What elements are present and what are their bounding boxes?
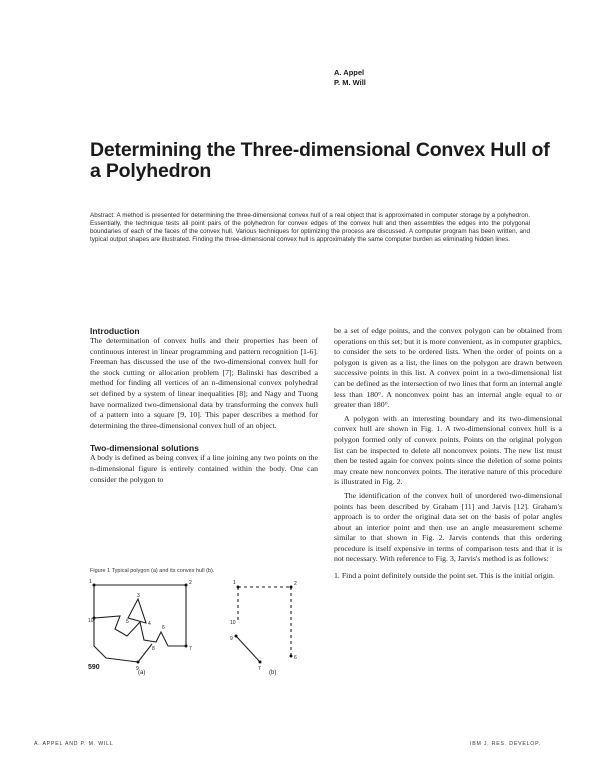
two-dim-heading: Two-dimensional solutions [90, 443, 199, 454]
list-item-number: 1. [334, 571, 340, 581]
vertex-dot [185, 645, 188, 648]
point-label: 2 [294, 581, 297, 587]
abstract [90, 212, 530, 244]
point-label: 1 [233, 580, 236, 586]
point-label: 1 [89, 579, 92, 585]
hull-edge-diag [236, 636, 260, 662]
page-number: 590 [88, 664, 100, 671]
vertex-dot [185, 584, 188, 587]
polygon-a-lower [94, 618, 152, 662]
two-dim-paragraph: A body is defined as being convex if a line joining any two points on the n-dimensional figure is entirely contained within the body. One can consider the polygon to [90, 453, 318, 484]
abstract-text: A method is presented for determining the three-dimensional convex hull of a real object that is approximated in computer storage by a polyhedron. Essentially, the technique tests all point pairs of the polyhedron for convex edges of the convex hull and then assembles the edges into the polygonal boundaries of each of the faces of the convex hull. Various techniques for optimizing the process are discussed. A computer program has been written, and typical output shapes are illustrated. Finding the three-dimensional convex hull is approximately the same computer burden as eliminating hidden lines. [90, 212, 530, 244]
point-label: 3 [137, 593, 140, 599]
paper-title: Determining the Three-dimensional Convex Hull of a Polyhedron [90, 139, 550, 182]
list-item-1 [334, 571, 562, 582]
author-1: A. Appel [334, 68, 365, 77]
vertex-dot [259, 661, 262, 664]
abstract-label: Abstract: [90, 212, 115, 219]
right-paragraph-2: A polygon with an interesting boundary and its two-dimensional convex hull are shown in Fig. 1. A two-dimensional convex hull is a polygon formed only of convex points. Points on the original polygon list can be inspected to delete all nonconvex points. The new list must then be tested again for convex points since the deletion of some points may create new nonconvex points. The iterative nature of this procedure is illustrated in Fig. 2. [334, 413, 562, 487]
point-label: 4 [148, 621, 151, 627]
figure-1 [86, 578, 318, 676]
point-label: 7 [258, 666, 261, 672]
authors [334, 68, 366, 88]
running-footer-right: IBM J. RES. DEVELOP. [470, 741, 541, 747]
vertex-dot [290, 655, 293, 658]
vertex-dot [290, 586, 293, 589]
point-label: 8 [152, 646, 155, 652]
right-column [334, 326, 562, 582]
right-paragraph-3: The identification of the convex hull of unordered two-dimensional points has been described by Graham [11] and Jarvis [12]. Graham's approach is to order the original data set on the basis of polar angles about an interior point and then use an angle measurement scheme similar to that shown in Fig. 2. Jarvis contends that this ordering procedure is itself expensive in terms of comparison tests and that it is not necessary. With reference to Fig. 3, Jarvis's method is as follows: [334, 490, 562, 564]
point-label: 9 [136, 666, 139, 672]
panel-label-a: (a) [138, 670, 146, 676]
right-paragraph-1: be a set of edge points, and the convex polygon can be obtained from operations on this set; but it is more convenient, as in computer graphics, to consider the sets to be ordered lists. When the order of points on a polygon is given as a list, the lines on the polygon are drawn between successive points in this list. A convex point in a two-dimensional list can be defined as the intersection of two lines that form an internal angle less than 180°. A nonconvex point has an internal angle equal to or greater than 180°. [334, 326, 562, 410]
vertex-dot [235, 635, 238, 638]
point-label: 7 [189, 646, 192, 652]
polygon-a [94, 585, 186, 646]
list-item-text: Find a point definitely outside the point set. This is the initial origin. [341, 571, 555, 581]
point-label: 10 [88, 618, 94, 624]
point-label: 6 [294, 655, 297, 661]
panel-label-b: (b) [269, 670, 277, 676]
left-column [90, 326, 318, 485]
point-label: 9 [230, 636, 233, 642]
figure-caption: Figure 1 Typical polygon (a) and its convex hull (b). [90, 568, 215, 574]
point-label: 2 [189, 580, 192, 586]
intro-paragraph: The determination of convex hulls and their properties has been of continuous interest in linear programming and pattern recognition [1-6]. Freeman has discussed the use of the two-dimensional convex hull for the stock cutting or allocation problem [7]; Balinski has described a method for finding all vertices of an n-dimensional convex polyhedral set defined by a system of linear inequalities [8]; and Nagy and Tuong have normalized two-dimensional data by transforming the convex hull of a pattern into a square [9, 10]. This paper describes a method for determining the three-dimensional convex hull of an object. [90, 336, 318, 430]
point-label: 5 [126, 619, 129, 625]
author-2: P. M. Will [334, 78, 366, 87]
point-label: 6 [162, 625, 165, 631]
running-footer-left: A. APPEL AND P. M. WILL [34, 741, 114, 747]
vertex-dot [137, 661, 140, 664]
point-label: 10 [230, 620, 236, 626]
vertex-dot [237, 586, 240, 589]
intro-heading: Introduction [90, 326, 140, 336]
notch-triangle [128, 599, 146, 623]
vertex-dot [93, 584, 96, 587]
